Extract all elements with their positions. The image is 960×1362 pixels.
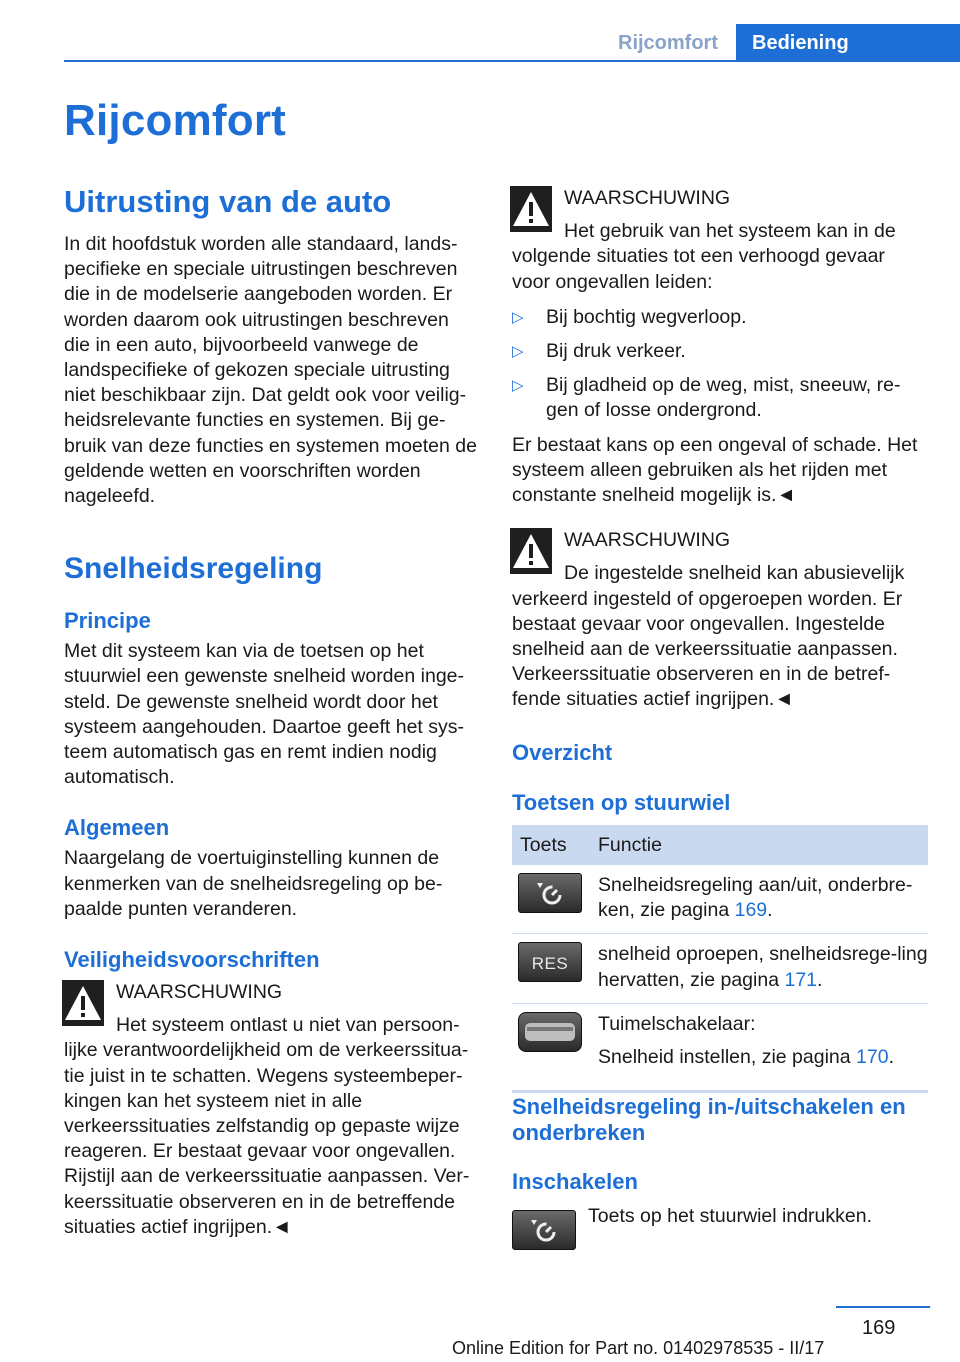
warning-block-1 <box>64 980 478 1240</box>
warning-text: lijke verantwoordelijkheid om de verkeerssitua-tie juist in te schatten. Wegens systeembeper-kingen kan het systeem niet in alle verkeerssituaties zelfstandig op gepaste wijze reageren. Er bestaat gevaar voor ongevallen. Rijstijl aan de verkeerssituatie aanpassen. Ver-keerssituatie observeren en in de betreffende situaties actief ingrijpen.◄ <box>64 1039 470 1238</box>
overview-heading: Overzicht <box>512 739 613 765</box>
res-button-icon <box>518 942 582 982</box>
equipment-heading: Uitrusting van de auto <box>64 184 392 219</box>
warning-text: volgende situaties tot een verhoogd gevaar voor ongevallen leiden: <box>512 245 885 293</box>
header-rule <box>64 60 960 62</box>
list-item: ▷ Bij gladheid op de weg, mist, sneeuw, re-gen of losse ondergrond. <box>512 373 928 423</box>
page-title: Rijcomfort <box>64 96 286 145</box>
list-item: ▷ Bij bochtig wegverloop. <box>512 305 928 330</box>
table-header-key: Toets <box>512 825 590 865</box>
speed-control-heading: Snelheidsregeling <box>64 552 323 586</box>
row-text: Snelheid instellen, zie pagina <box>598 1046 857 1069</box>
principle-text: Met dit systeem kan via de toetsen op het stuurwiel een gewenste snelheid worden inge-steld. De gewenste snelheid wordt door het systeem aangehouden. Daartoe geeft het sys-teem automatisch gas en remt indien nodig automatisch. <box>64 640 464 789</box>
warning-label: WAARSCHUWING <box>564 529 731 552</box>
general-heading: Algemeen <box>64 815 170 841</box>
general-text: Naargelang de voertuiginstelling kunnen de kenmerken van de snelheidsregeling op be-paalde punten veranderen. <box>64 847 443 920</box>
res-key-label: RES <box>531 954 569 974</box>
warning-block-2 <box>512 186 928 508</box>
row-text: Tuimelschakelaar: <box>598 1012 756 1035</box>
buttons-heading: Toetsen op stuurwiel <box>512 789 731 815</box>
row-text: Snelheidsregeling aan/uit, onderbre-ken, zie pagina <box>598 874 913 922</box>
cruise-control-button-icon <box>512 1210 576 1250</box>
footer-edition: Online Edition for Part no. 01402978535 - II/17 <box>452 1338 825 1358</box>
switch-heading: Snelheidsregeling in-/uitschakelen en onderbreken <box>512 1094 906 1145</box>
rocker-switch-icon <box>518 1012 582 1052</box>
page-number: 169 <box>862 1317 896 1339</box>
on-heading: Inschakelen <box>512 1169 638 1194</box>
warning-label: WAARSCHUWING <box>116 981 283 1004</box>
table-row: RES snelheid oproepen, snelheidsrege-ling hervatten, zie pagina 171. <box>512 934 928 1003</box>
warning-label: WAARSCHUWING <box>564 187 731 209</box>
warning-triangle-icon <box>510 528 552 574</box>
safety-heading: Veiligheidsvoorschriften <box>64 947 320 973</box>
warning-text: verkeerd ingesteld of opgeroepen worden. Er bestaat gevaar voor ongevallen. Ingestelde snelheid aan de verkeerssituatie aanpassen. Verkeerssituatie observeren en in de betref-fende situaties actief ingrijpen.◄ <box>512 587 903 711</box>
header-tab-active: Bediening <box>736 24 960 62</box>
warning-first-line: Het systeem ontlast u niet van persoon- <box>116 1014 460 1037</box>
warning-triangle-icon <box>62 980 104 1026</box>
warning-first-line: Het gebruik van het systeem kan in de <box>564 220 896 243</box>
warning-bullet-list <box>512 305 928 424</box>
buttons-table <box>512 825 928 1093</box>
warning-first-line: De ingestelde snelheid kan abusievelijk <box>564 562 905 585</box>
page-link[interactable]: 169 <box>734 899 768 922</box>
warning-conclusion: Er bestaat kans op een ongeval of schade. Het systeem alleen gebruiken als het rijden met constante snelheid mogelijk is.◄ <box>512 433 918 507</box>
page-link[interactable]: 171 <box>784 968 818 991</box>
cruise-control-button-icon <box>518 873 582 913</box>
header-tab-section: Rijcomfort <box>618 32 718 54</box>
page-link[interactable]: 170 <box>856 1046 889 1069</box>
row-text: snelheid oproepen, snelheidsrege-ling hervatten, zie pagina <box>598 943 928 991</box>
footer-rule <box>836 1306 930 1308</box>
right-column <box>512 186 928 817</box>
warning-triangle-icon <box>510 186 552 232</box>
principle-heading: Principe <box>64 608 151 634</box>
list-item: ▷ Bij druk verkeer. <box>512 339 928 364</box>
on-text: Toets op het stuurwiel indrukken. <box>588 1205 872 1227</box>
switch-section <box>512 1094 928 1246</box>
table-header-function: Functie <box>590 825 928 865</box>
left-column <box>64 184 478 1240</box>
table-row: Snelheidsregeling aan/uit, onderbre-ken, zie pagina 169. <box>512 865 928 934</box>
equipment-text: In dit hoofdstuk worden alle standaard, lands-pecifieke en speciale uitrustingen beschreven die in de modelserie aangeboden worden. Er worden daarom ook uitrustingen beschreven die in een auto, bijvoorbeeld vanwege de landspecifieke of gekozen speciale uitrusting niet beschikbaar zijn. Dat geldt ook voor veilig-heidsrelevante functies en systemen. Bij ge-bruik van deze functies en systemen moeten de geldende wetten en voorschriften worden nageleefd. <box>64 233 477 508</box>
table-row: Tuimelschakelaar: Snelheid instellen, zie pagina 170. <box>512 1003 928 1091</box>
warning-block-3 <box>512 528 928 712</box>
